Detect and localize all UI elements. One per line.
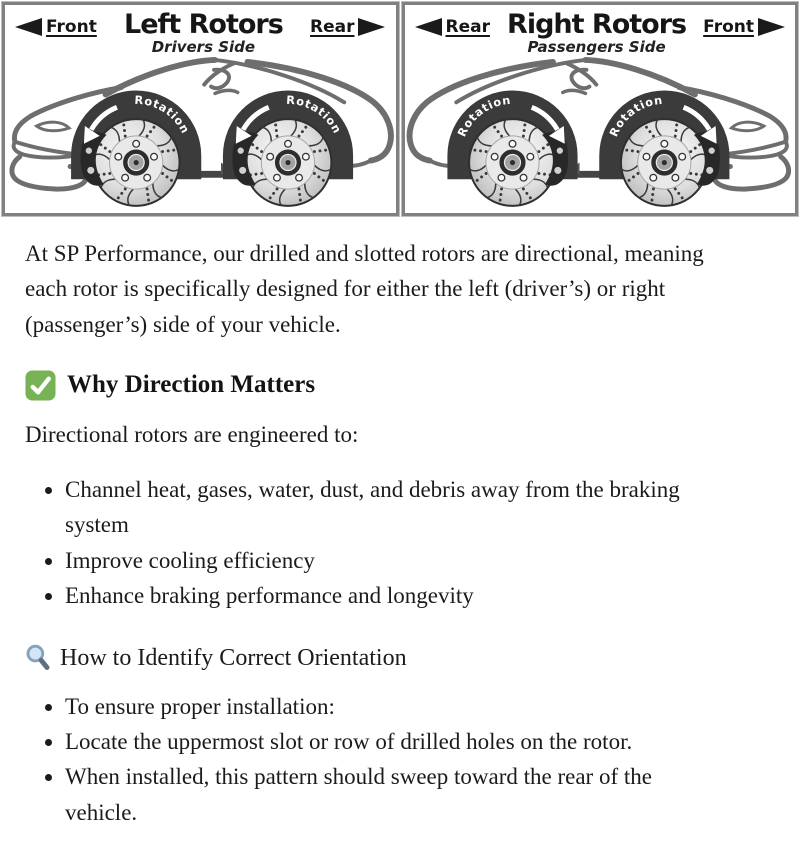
left-panel-titles — [124, 11, 283, 56]
right-rotors-panel — [402, 2, 799, 216]
right-panel-titles — [507, 11, 686, 56]
arrow-right-icon — [358, 18, 385, 36]
rotor-direction-diagram — [0, 0, 800, 218]
arrow-left-icon — [15, 18, 42, 36]
rear-direction-indicator — [415, 17, 490, 37]
right-panel-header — [405, 5, 796, 57]
engineered-intro: Directional rotors are engineered to: — [25, 421, 359, 447]
left-rotors-panel — [2, 2, 399, 216]
rear-label: Rear — [445, 17, 490, 37]
rear-direction-indicator — [310, 17, 385, 37]
list-item: • To ensure proper installation: — [65, 689, 685, 724]
identify-heading-text: How to Identify Correct Orientation — [60, 644, 407, 671]
article-content — [0, 218, 800, 864]
rear-label: Rear — [310, 17, 355, 37]
front-direction-indicator — [15, 17, 97, 37]
list-item: • Improve cooling efficiency — [65, 543, 685, 578]
list-item: • Channel heat, gases, water, dust, and debris away from the braking system — [65, 472, 685, 543]
list-item: • Locate the uppermost slot or row of drilled holes on the rotor. — [65, 724, 685, 759]
identify-orientation-heading — [25, 640, 775, 677]
right-panel-title: Right Rotors — [507, 9, 687, 40]
front-label: Front — [46, 17, 97, 37]
check-mark-icon — [25, 370, 56, 401]
right-panel-subtitle: Passengers Side — [527, 38, 666, 57]
right-car-illustration — [405, 57, 796, 213]
steps-list — [25, 689, 775, 831]
why-heading-text: Why Direction Matters — [67, 371, 316, 399]
left-panel-header — [5, 5, 396, 57]
magnifying-glass-icon — [25, 643, 52, 674]
left-car-illustration — [5, 57, 396, 213]
why-direction-matters-heading — [25, 366, 775, 405]
left-panel-subtitle: Drivers Side — [151, 38, 256, 57]
benefits-list — [25, 472, 775, 614]
arrow-left-icon — [415, 18, 442, 36]
intro-paragraph: At SP Performance, our drilled and slotted rotors are directional, meaning each rotor is specifically designed for either the left (driver’s) or right (passenger’s) side of your vehicle. — [25, 240, 704, 337]
arrow-right-icon — [758, 18, 785, 36]
list-item: • Enhance braking performance and longevity — [65, 578, 685, 613]
front-direction-indicator — [703, 17, 785, 37]
left-panel-title: Left Rotors — [124, 9, 283, 40]
front-label: Front — [703, 17, 754, 37]
list-item: • When installed, this pattern should sweep toward the rear of the vehicle. — [65, 759, 685, 830]
